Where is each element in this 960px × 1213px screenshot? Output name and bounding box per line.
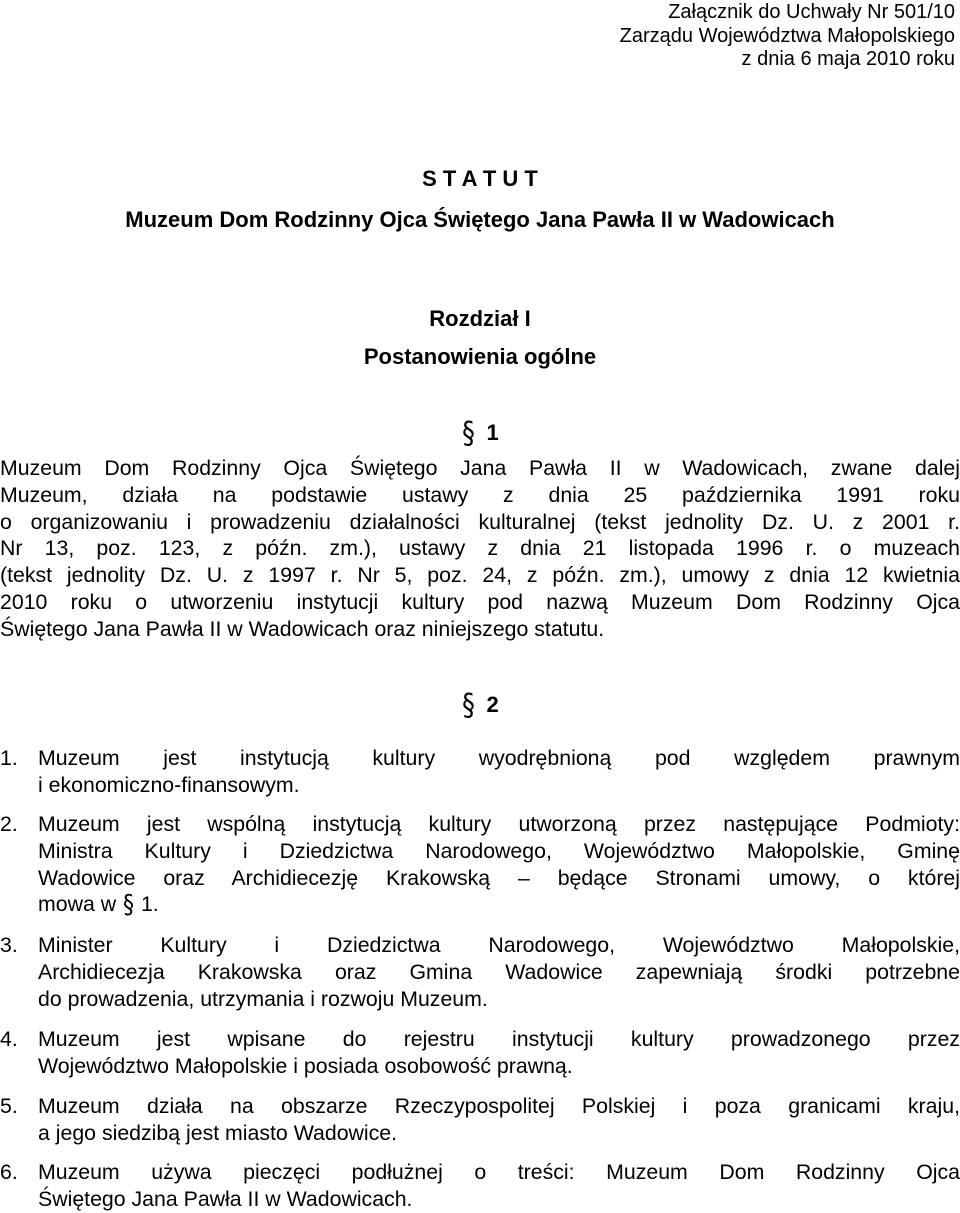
section-number: 2 (486, 692, 499, 717)
list-item-number: 3. (0, 933, 18, 957)
paragraph-line: Muzeum, działa na podstawie ustawy z dnia 25 października 1991 roku (0, 482, 960, 507)
list-item-line: Archidiecezja Krakowska oraz Gmina Wadowice zapewniają środki potrzebne (38, 959, 960, 984)
paragraph-line: Świętego Jana Pawła II w Wadowicach oraz niniejszego statutu. (0, 616, 605, 641)
paragraph-line: (tekst jednolity Dz. U. z 1997 r. Nr 5, poz. 24, z późn. zm.), umowy z dnia 12 kwietnia (0, 563, 960, 588)
list-item-number: 6. (0, 1160, 18, 1184)
paragraph-line: 2010 roku o utworzeniu instytucji kultury pod nazwą Muzeum Dom Rodzinny Ojca (0, 589, 960, 614)
header-line-2: Zarządu Województwa Małopolskiego (619, 24, 955, 47)
list-item-text (38, 1159, 960, 1213)
attachment-header (620, 1, 955, 72)
list-item-line (38, 890, 960, 921)
section-symbol: § (123, 890, 135, 921)
header-line-1: Załącznik do Uchwały Nr 501/10 (668, 1, 955, 23)
paragraph-line: Nr 13, poz. 123, z późn. zm.), ustawy z dnia 21 listopada 1996 r. o muzeach (0, 536, 960, 561)
chapter-number: Rozdział I (429, 306, 531, 331)
statut-heading: S T A T U T (422, 166, 538, 191)
header-line-3: z dnia 6 maja 2010 roku (741, 48, 955, 70)
list-item-line: i ekonomiczno-finansowym. (38, 772, 300, 797)
list-item-number: 1. (0, 746, 18, 770)
document-title (0, 164, 960, 235)
paragraph-line: Muzeum Dom Rodzinny Ojca Świętego Jana Pawła II w Wadowicach, zwane dalej (0, 456, 960, 480)
reference-prefix: mowa w (38, 892, 117, 917)
list-item-line: Województwo Małopolskie i posiada osobowość prawną. (38, 1053, 573, 1078)
list-item-text (38, 811, 960, 921)
list-item-line: Świętego Jana Pawła II w Wadowicach. (38, 1186, 413, 1211)
list-item-line: Muzeum działa na obszarze Rzeczypospolitej Polskiej i poza granicami kraju, (38, 1094, 960, 1118)
section-2-heading (0, 690, 960, 721)
list-item-line: Muzeum jest wspólną instytucją kultury utworzoną przez następujące Podmioty: (38, 812, 960, 836)
museum-name-heading: Muzeum Dom Rodzinny Ojca Świętego Jana Pawła II w Wadowicach (125, 207, 835, 232)
section-symbol: § (462, 688, 476, 723)
reference-suffix: 1. (140, 892, 159, 917)
list-item-line: Ministra Kultury i Dziedzictwa Narodowego, Województwo Małopolskie, Gminę (38, 838, 960, 863)
list-item-text (38, 932, 960, 1012)
list-item-line: Muzeum jest wpisane do rejestru instytucji kultury prowadzonego przez (38, 1027, 960, 1051)
list-item-text (38, 1093, 960, 1147)
list-item-number: 4. (0, 1027, 18, 1051)
chapter-name: Postanowienia ogólne (363, 344, 597, 369)
chapter-heading (0, 300, 960, 376)
list-item-line: Wadowice oraz Archidiecezję Krakowską – będące Stronami umowy, o której (38, 865, 960, 890)
list-item-line: Muzeum używa pieczęci podłużnej o treści: Muzeum Dom Rodzinny Ojca (38, 1160, 960, 1184)
list-item-line: Muzeum jest instytucją kultury wyodrębnioną pod względem prawnym (38, 746, 960, 770)
section-symbol: § (462, 416, 476, 451)
list-item-line: a jego siedzibą jest miasto Wadowice. (38, 1120, 398, 1145)
list-item-number: 5. (0, 1094, 18, 1118)
list-item-line: Minister Kultury i Dziedzictwa Narodowego, Województwo Małopolskie, (38, 933, 960, 957)
list-item-text (38, 1026, 960, 1080)
paragraph-line: o organizowaniu i prowadzeniu działalności kulturalnej (tekst jednolity Dz. U. z 2001 r. (0, 509, 960, 534)
section-1-heading (0, 418, 960, 449)
section-1-paragraph (0, 455, 960, 643)
section-number: 1 (486, 420, 499, 445)
list-item-line: do prowadzenia, utrzymania i rozwoju Muzeum. (38, 986, 488, 1011)
list-item-number: 2. (0, 812, 18, 836)
list-item-text (38, 745, 960, 799)
